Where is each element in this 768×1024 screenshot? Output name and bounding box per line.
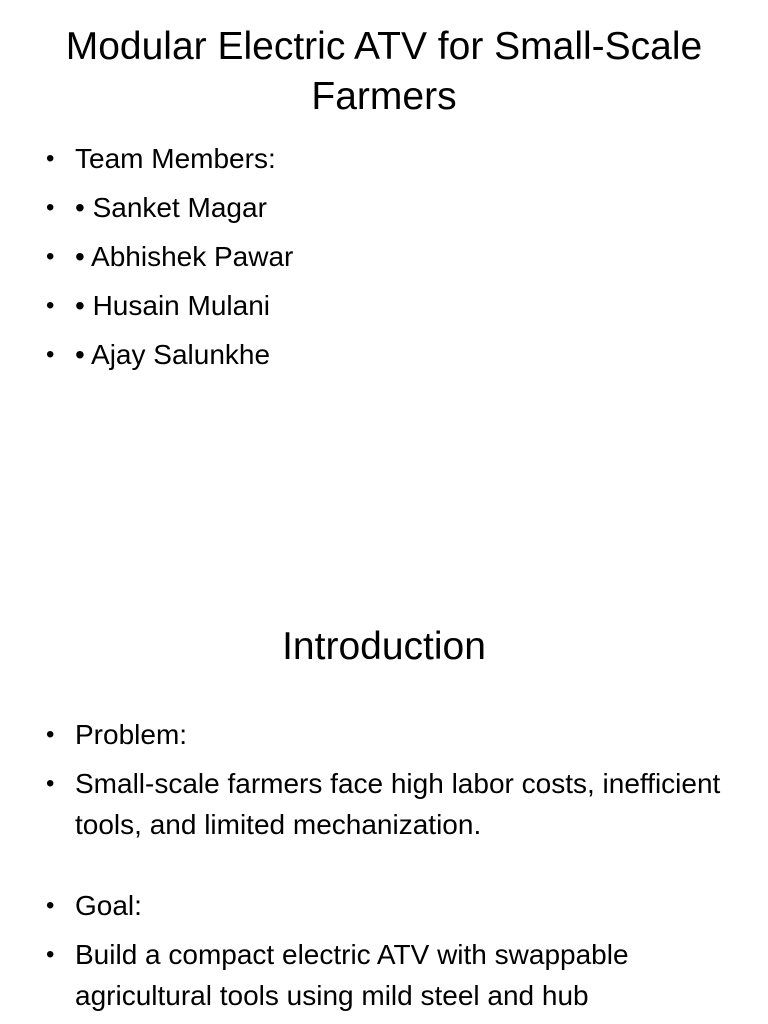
slide-2 — [0, 600, 768, 1024]
list-item-text: • Husain Mulani — [75, 290, 271, 321]
list-item — [46, 236, 726, 277]
list-item — [46, 187, 726, 228]
list-item — [46, 285, 726, 326]
bullet-icon: • — [46, 721, 55, 748]
list-item — [46, 885, 726, 926]
bullet-icon: • — [46, 941, 55, 968]
list-item — [46, 334, 726, 375]
team-members-list — [46, 138, 726, 383]
list-item — [46, 934, 726, 1016]
list-item — [46, 763, 726, 845]
bullet-icon: • — [46, 341, 55, 368]
slide-2-title: Introduction — [282, 625, 486, 668]
introduction-list — [46, 714, 726, 1024]
list-item — [46, 138, 726, 179]
bullet-icon: • — [46, 770, 55, 797]
bullet-icon: • — [46, 292, 55, 319]
bullet-icon: • — [46, 145, 55, 172]
list-item-text: Small-scale farmers face high labor costs, inefficient tools, and limited mechanization. — [75, 768, 721, 840]
list-item-text: • Sanket Magar — [75, 192, 267, 223]
bullet-icon: • — [46, 243, 55, 270]
bullet-icon: • — [46, 892, 55, 919]
list-item-text: • Abhishek Pawar — [75, 241, 294, 272]
list-item-text: • Ajay Salunkhe — [75, 339, 271, 370]
bullet-icon: • — [46, 194, 55, 221]
slide-1-title: Modular Electric ATV for Small-Scale Farmers — [65, 25, 703, 118]
list-item-text: Build a compact electric ATV with swappable agricultural tools using mild steel and hub — [75, 939, 629, 1011]
list-item-text: Problem: — [75, 719, 188, 750]
list-item — [46, 714, 726, 755]
list-item-text: Team Members: — [75, 143, 276, 174]
list-item-text: Goal: — [75, 890, 142, 921]
